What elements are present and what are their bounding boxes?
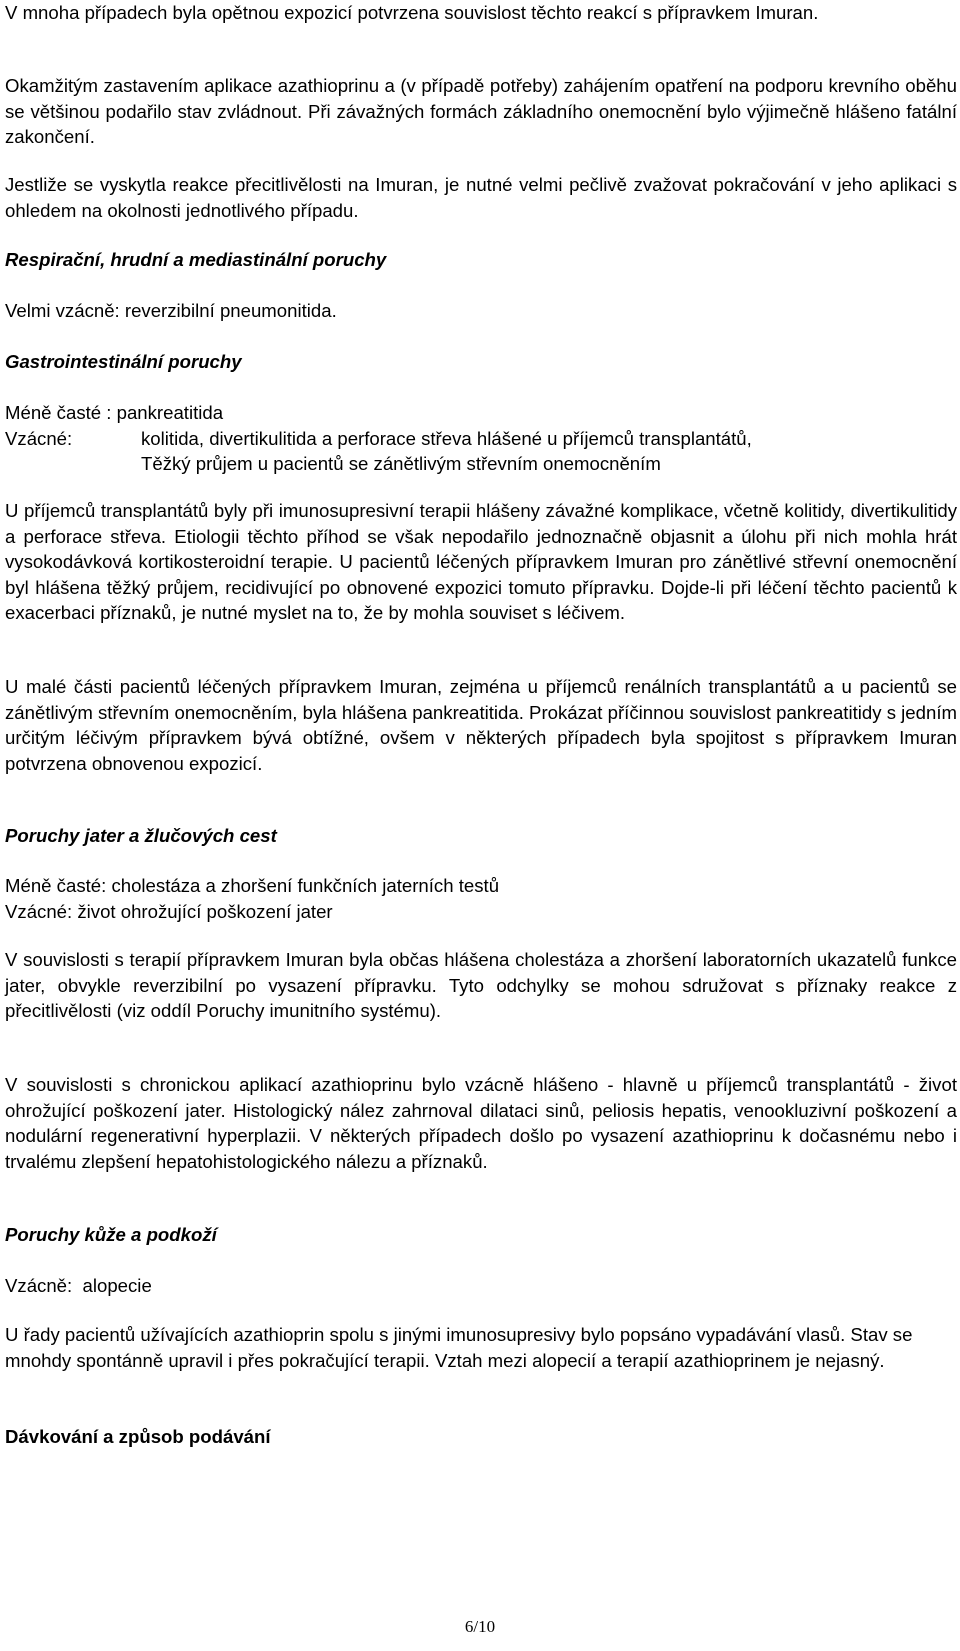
heading-respiratory: Respirační, hrudní a mediastinální poruchy [5,249,387,270]
gastro-rare-label: Vzácné: [5,427,73,449]
liver-frequency-list [5,873,957,924]
paragraph-alopecia: U řady pacientů užívajících azathioprin spolu s jinými imunosupresivy bylo popsáno vypadávání vlasů. Stav se mnohdy spontánně upravil i přes pokračující terapii. Vztah mezi alopecií a terapií azathioprinem je nejasný. [5,1324,913,1371]
page-number: 6/10 [464,1617,496,1636]
liver-uncommon-line: Méně časté: cholestáza a zhoršení funkčních jaterních testů [5,875,500,896]
paragraph-pancreatitis: U malé části pacientů léčených přípravkem Imuran, zejména u příjemců renálních transplantátů a u pacientů se zánětlivým střevním onemocněním, byla hlášena pankreatitida. Prokázat příčinnou souvislost pankreatitidy s jedním určitým léčivým přípravkem bývá obtížné, ovšem v některých případech byla spojitost s přípravkem Imuran potvrzena obnovenou expozicí. [5,676,957,774]
paragraph-chronic-liver: V souvislosti s chronickou aplikací azathioprinu bylo vzácně hlášeno - hlavně u příjemců transplantátů - život ohrožující poškození jater. Histologický nález zahrnoval dilataci sinů, peliosis hepatis, venookluzivní poškození a nodulární regenerativní hyperplazii. V některých případech došlo po vysazení azathioprinu k dočasnému nebo i trvalému zlepšení hepatohistologického nálezu a příznaků. [5,1074,957,1172]
heading-gastrointestinal: Gastrointestinální poruchy [5,351,242,372]
liver-rare-line: Vzácné: život ohrožující poškození jater [5,900,333,922]
paragraph-hypersensitivity: Jestliže se vyskytla reakce přecitlivělosti na Imuran, je nutné velmi pečlivě zvažovat pokračování v jeho aplikaci s ohledem na okolnosti jednotlivého případu. [5,174,957,221]
gastro-frequency-list [5,400,957,477]
paragraph-azathioprine-stop: Okamžitým zastavením aplikace azathioprinu a (v případě potřeby) zahájením opatření na podporu krevního oběhu se většinou podařilo stav zvládnout. Při závažných formách základního onemocnění bylo výjimečně hlášeno fatální zakončení. [5,75,957,147]
gastro-rare-row-2 [5,451,957,477]
heading-liver: Poruchy jater a žlučových cest [5,825,277,846]
heading-skin: Poruchy kůže a podkoží [5,1224,217,1245]
heading-dosage: Dávkování a způsob podávání [5,1426,271,1447]
paragraph-transplant-complications: U příjemců transplantátů byly při imunosupresivní terapii hlášeny závažné komplikace, včetně kolitidy, divertikulitidy a perforace střeva. Etiologii těchto příhod se však nepodařilo jednoznačně objasnit a úlohu při nich mohla hrát vysokodávková kortikosteroidní terapie. U pacientů léčených přípravkem Imuran pro zánětlivé střevní onemocnění byl hlášena těžký průjem, recidivující po obnovené expozici tomuto přípravku. Dojde-li při léčení těchto pacientů k exacerbaci příznaků, je nutné myslet na to, že by mohla souviset s léčivem. [5,500,957,623]
paragraph-cholestasis: V souvislosti s terapií přípravkem Imuran byla občas hlášena cholestáza a zhoršení laboratorních ukazatelů funkce jater, obvykle reverzibilní po vysazení přípravku. Tyto odchylky se mohou sdružovat s příznaky reakce z přecitlivělosti (viz oddíl Poruchy imunitního systému). [5,949,957,1021]
paragraph-reexposure: V mnoha případech byla opětnou expozicí potvrzena souvislost těchto reakcí s přípravkem Imuran. [5,2,819,23]
paragraph-pneumonitis: Velmi vzácně: reverzibilní pneumonitida. [5,300,337,321]
gastro-rare-value-2: Těžký průjem u pacientů se zánětlivým střevním onemocněním [141,453,661,474]
gastro-rare-value-1: kolitida, divertikulitida a perforace střeva hlášené u příjemců transplantátů, [141,427,752,449]
skin-rare-line: Vzácně: alopecie [5,1275,152,1296]
gastro-rare-row [5,426,957,452]
gastro-uncommon-line: Méně časté : pankreatitida [5,402,224,423]
